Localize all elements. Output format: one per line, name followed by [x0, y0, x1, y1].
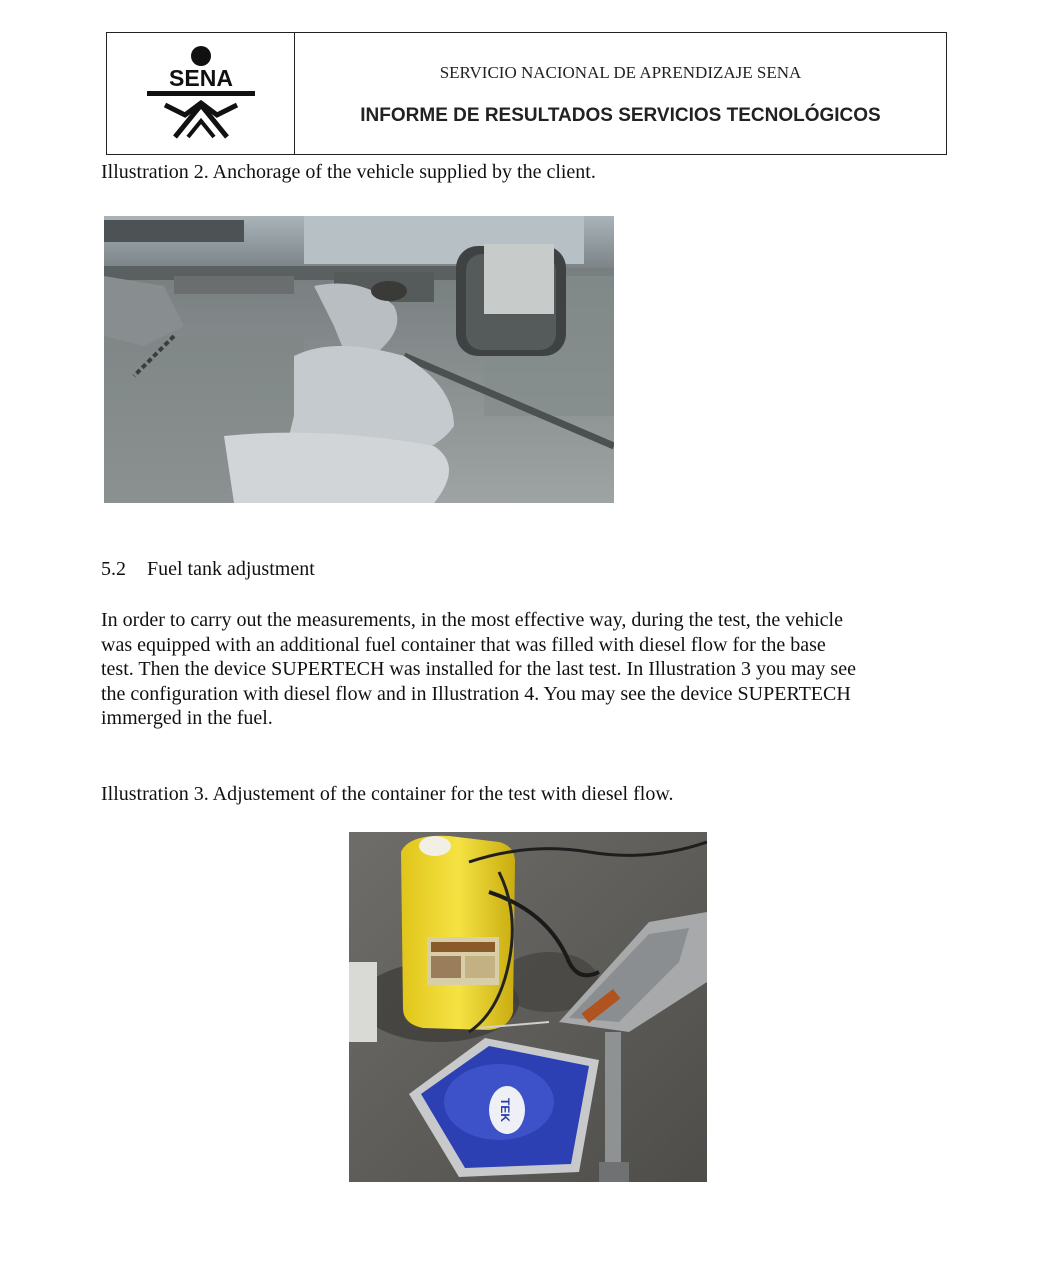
- section-number: 5.2: [101, 558, 126, 580]
- section-heading: [101, 557, 315, 582]
- document-header: [106, 32, 947, 155]
- section-title: Fuel tank adjustment: [147, 558, 315, 580]
- report-title: INFORME DE RESULTADOS SERVICIOS TECNOLÓGICOS: [360, 105, 881, 126]
- paragraph-line: immerged in the fuel.: [101, 707, 273, 729]
- illustration-3-caption: Illustration 3. Adjustement of the container for the test with diesel flow.: [101, 783, 674, 805]
- illustration-2-photo: [104, 216, 614, 503]
- logo-cell: [107, 33, 295, 154]
- body-paragraph: [101, 608, 961, 731]
- sena-logo: [145, 45, 257, 141]
- illustration-2-caption: Illustration 2. Anchorage of the vehicle supplied by the client.: [101, 161, 596, 183]
- sena-logo-text: SENA: [169, 65, 233, 91]
- header-title-cell: [295, 33, 946, 154]
- paragraph-line: test. Then the device SUPERTECH was installed for the last test. In Illustration 3 you may see: [101, 658, 856, 680]
- illustration-3-photo: [349, 832, 707, 1182]
- paragraph-line: was equipped with an additional fuel container that was filled with diesel flow for the base: [101, 633, 826, 656]
- paragraph-line: In order to carry out the measurements, in the most effective way, during the test, the vehicle: [101, 609, 843, 631]
- scale-brand-label: TEK: [498, 1098, 512, 1122]
- organization-name: SERVICIO NACIONAL DE APRENDIZAJE SENA: [439, 63, 802, 82]
- paragraph-line: the configuration with diesel flow and in Illustration 4. You may see the device SUPERTECH: [101, 682, 851, 705]
